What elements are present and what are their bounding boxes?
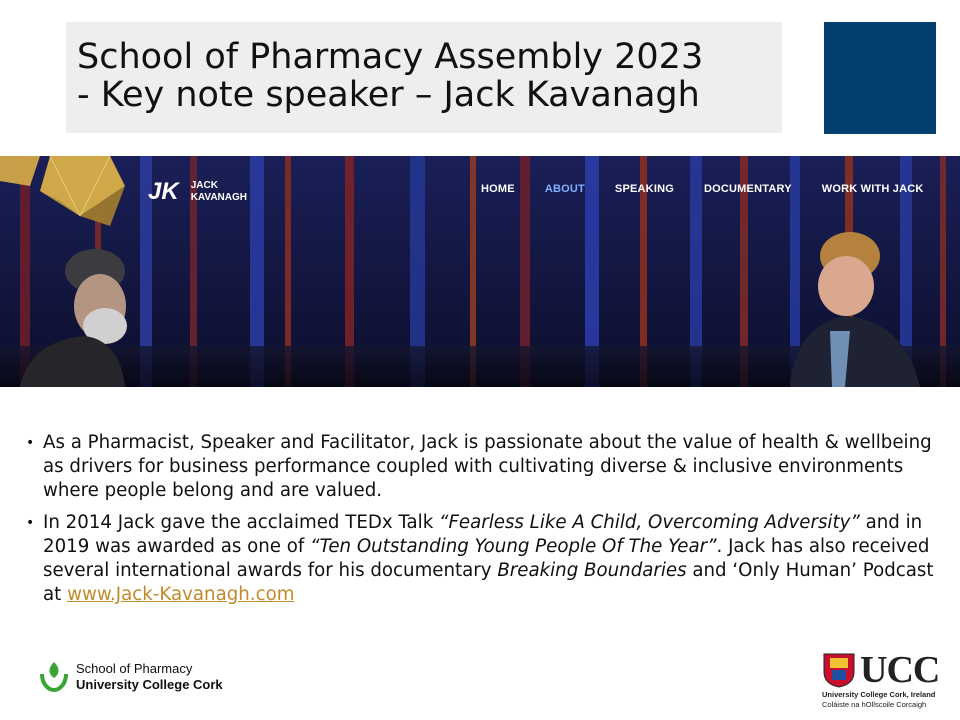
jack-kavanagh-website-link[interactable]: www.Jack-Kavanagh.com (67, 584, 295, 605)
accent-square (824, 22, 936, 134)
bullet-2-italic-1: “Fearless Like A Child, Overcoming Adversity” (439, 512, 860, 533)
slide-title-box (66, 22, 782, 133)
nav-documentary: DOCUMENTARY (703, 183, 792, 195)
brand-line-1: JACK (190, 180, 218, 191)
banner-brand (148, 178, 247, 206)
website-banner-image (0, 156, 960, 387)
bullet-2-text-4: and ‘Only Human’ Podcast at (43, 560, 934, 605)
sop-line-1: School of Pharmacy (76, 661, 193, 676)
ucc-crest-icon (822, 652, 856, 688)
school-of-pharmacy-logo (38, 660, 223, 694)
sop-line-2: University College Cork (76, 677, 223, 692)
nav-about: ABOUT (544, 183, 585, 195)
nav-speaking: SPEAKING (614, 183, 674, 195)
ucc-letters: UCC (860, 649, 940, 691)
bullet-list (26, 431, 936, 615)
pharmacy-leaf-icon (38, 660, 70, 694)
bullet-2-italic-3: Breaking Boundaries (497, 560, 687, 581)
ucc-line-2: Coláiste na hOllscoile Corcaigh (822, 700, 927, 709)
bullet-2-text-3: . Jack has also received several international awards for his documentary (43, 536, 930, 581)
brand-line-2: KAVANAGH (190, 192, 247, 203)
bullet-2-text-2: and in 2019 was awarded as one of (43, 512, 923, 557)
bullet-2-text-1: In 2014 Jack gave the acclaimed TEDx Talk (43, 512, 440, 533)
banner-nav (481, 183, 954, 195)
bullet-1: • As a Pharmacist, Speaker and Facilitator, Jack is passionate about the value of health & wellbeing as drivers for business performance coupled with cultivating diverse & inclusive environments where people belong and are valued. (26, 431, 936, 503)
jk-logo-icon: JK (148, 178, 179, 205)
bullet-2-italic-2: “Ten Outstanding Young People Of The Year” (310, 536, 717, 557)
ucc-line-1: University College Cork, Ireland (822, 690, 936, 699)
nav-home: HOME (481, 183, 515, 195)
slide-title-line-2: - Key note speaker – Jack Kavanagh (77, 75, 700, 115)
nav-work-with-jack: WORK WITH JACK (821, 183, 924, 195)
slide-title-line-1: School of Pharmacy Assembly 2023 (77, 37, 704, 77)
bullet-2 (26, 511, 936, 607)
